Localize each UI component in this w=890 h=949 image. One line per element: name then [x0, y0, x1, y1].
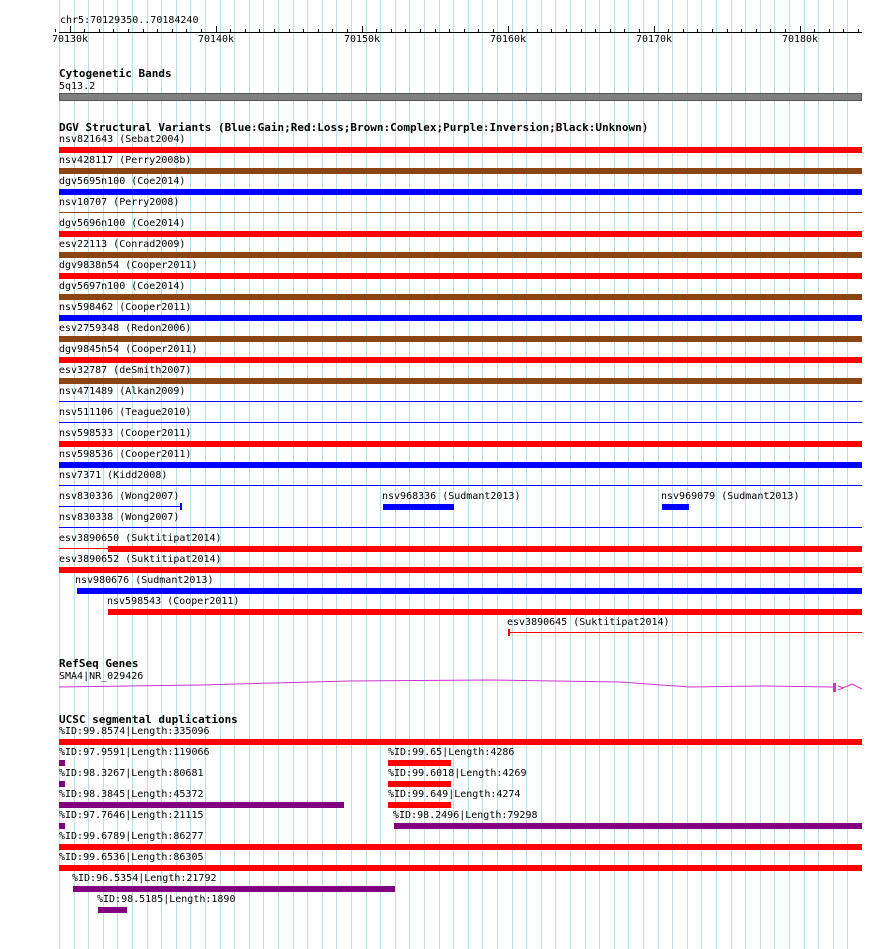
grid-line [687, 0, 688, 949]
dgv-feature-bar[interactable] [77, 588, 862, 594]
segdup-feature-label[interactable]: %ID:99.65|Length:4286 [388, 747, 515, 758]
segdup-feature-label[interactable]: %ID:99.649|Length:4274 [388, 789, 521, 800]
ruler-minor-tick [522, 29, 523, 32]
dgv-feature-label[interactable]: nsv10707 (Perry2008) [59, 197, 180, 208]
ruler-minor-tick [756, 29, 757, 32]
ruler-minor-tick [245, 29, 246, 32]
grid-line [731, 0, 732, 949]
dgv-feature-label[interactable]: nsv598533 (Cooper2011) [59, 428, 192, 439]
dgv-feature-bar[interactable] [59, 315, 862, 321]
segdup-feature-bar[interactable] [98, 907, 127, 913]
dgv-feature-bar[interactable] [59, 378, 862, 384]
ruler-minor-tick [639, 29, 640, 32]
ruler-tick-label: 70170k [635, 34, 673, 45]
ruler-major-tick [800, 26, 801, 33]
grid-line [833, 0, 834, 949]
dgv-feature-label[interactable]: esv22113 (Conrad2009) [59, 239, 186, 250]
ruler-tick-label: 70130k [51, 34, 89, 45]
ruler-minor-tick [478, 29, 479, 32]
dgv-feature-bar[interactable] [108, 609, 862, 615]
dgv-feature-label[interactable]: dgv5697n100 (Coe2014) [59, 281, 186, 292]
ruler-minor-tick [551, 29, 552, 32]
dgv-feature-label[interactable]: nsv428117 (Perry2008b) [59, 155, 192, 166]
ruler-minor-tick [391, 29, 392, 32]
ruler-minor-tick [843, 29, 844, 32]
ruler-minor-tick [376, 29, 377, 32]
ruler-minor-tick [55, 29, 56, 32]
dgv-feature-bar[interactable] [59, 422, 862, 423]
grid-line [512, 0, 513, 949]
ruler-minor-tick [289, 29, 290, 32]
refseq-gene-model[interactable] [0, 676, 890, 696]
dgv-feature-bar[interactable] [59, 462, 862, 468]
ruler-minor-tick [420, 29, 421, 32]
grid-line [614, 0, 615, 949]
segdup-feature-label[interactable]: %ID:96.5354|Length:21792 [72, 873, 217, 884]
dgv-feature-bar[interactable] [59, 252, 862, 258]
segdup-feature-bar[interactable] [388, 760, 451, 766]
ruler-minor-tick [683, 29, 684, 32]
grid-line [453, 0, 454, 949]
grid-line [789, 0, 790, 949]
dgv-feature-label[interactable]: nsv7371 (Kidd2008) [59, 470, 168, 481]
ruler-minor-tick [449, 29, 450, 32]
grid-line [585, 0, 586, 949]
ruler-minor-tick [113, 29, 114, 32]
grid-line [760, 0, 761, 949]
grid-line [497, 0, 498, 949]
ruler-minor-tick [858, 29, 859, 32]
ruler-minor-tick [186, 29, 187, 32]
segdup-feature-bar[interactable] [59, 760, 65, 766]
grid-line [468, 0, 469, 949]
segdup-feature-bar[interactable] [388, 802, 451, 808]
ruler-major-tick [362, 26, 363, 33]
dgv-feature-end-cap[interactable] [508, 629, 510, 636]
ruler-minor-tick [99, 29, 100, 32]
dgv-feature-label[interactable]: nsv821643 (Sebat2004) [59, 134, 186, 145]
dgv-feature-bar[interactable] [59, 401, 862, 402]
dgv-feature-bar[interactable] [383, 504, 454, 510]
dgv-feature-end-cap[interactable] [180, 503, 182, 510]
ruler-major-tick [70, 26, 71, 33]
grid-line [716, 0, 717, 949]
grid-line [555, 0, 556, 949]
grid-line [701, 0, 702, 949]
dgv-feature-bar[interactable] [59, 189, 862, 195]
ruler-minor-tick [143, 29, 144, 32]
dgv-feature-label[interactable]: esv3890645 (Suktitipat2014) [507, 617, 670, 628]
grid-line [599, 0, 600, 949]
ruler-minor-tick [770, 29, 771, 32]
dgv-feature-label[interactable]: esv3890652 (Suktitipat2014) [59, 554, 222, 565]
dgv-feature-label[interactable]: dgv5695n100 (Coe2014) [59, 176, 186, 187]
dgv-feature-bar[interactable] [108, 546, 862, 552]
ruler-minor-tick [727, 29, 728, 32]
dgv-feature-label[interactable]: esv32787 (deSmith2007) [59, 365, 192, 376]
segdup-feature-label[interactable]: %ID:98.2496|Length:79298 [393, 810, 538, 821]
segdup-feature-bar[interactable] [59, 802, 344, 808]
segdup-feature-bar[interactable] [394, 823, 862, 829]
grid-line [482, 0, 483, 949]
segdup-feature-bar[interactable] [59, 781, 65, 787]
ruler-minor-tick [128, 29, 129, 32]
ruler-major-tick [216, 26, 217, 33]
grid-line [541, 0, 542, 949]
dgv-feature-bar[interactable] [59, 441, 862, 447]
ruler-minor-tick [624, 29, 625, 32]
ruler-major-tick [654, 26, 655, 33]
segdup-feature-bar[interactable] [59, 823, 65, 829]
dgv-feature-bar[interactable] [59, 212, 862, 213]
ruler-minor-tick [741, 29, 742, 32]
ruler-minor-tick [172, 29, 173, 32]
cytoband-label: 5q13.2 [59, 81, 96, 92]
ruler-minor-tick [581, 29, 582, 32]
ruler-minor-tick [318, 29, 319, 32]
ruler-tick-label: 70160k [489, 34, 527, 45]
segdup-track-title[interactable]: UCSC segmental duplications [59, 713, 238, 726]
ruler-major-tick [508, 26, 509, 33]
ruler-minor-tick [493, 29, 494, 32]
ruler-minor-tick [595, 29, 596, 32]
dgv-feature-label[interactable]: esv2759348 (Redon2006) [59, 323, 192, 334]
dgv-feature-label[interactable]: dgv5696n100 (Coe2014) [59, 218, 186, 229]
segdup-feature-label[interactable]: %ID:99.8574|Length:335096 [59, 726, 210, 737]
dgv-feature-bar[interactable] [59, 231, 862, 237]
ruler-minor-tick [259, 29, 260, 32]
segdup-feature-bar[interactable] [73, 886, 395, 892]
grid-line [804, 0, 805, 949]
grid-line [628, 0, 629, 949]
grid-line [366, 0, 367, 949]
segdup-feature-label[interactable]: %ID:98.3267|Length:80681 [59, 768, 204, 779]
ruler-minor-tick [610, 29, 611, 32]
ruler-tick-label: 70140k [197, 34, 235, 45]
ruler-minor-tick [712, 29, 713, 32]
cytoband-track-title[interactable]: Cytogenetic Bands [59, 67, 172, 80]
dgv-feature-label[interactable]: nsv830338 (Wong2007) [59, 512, 180, 523]
ruler-minor-tick [405, 29, 406, 32]
grid-line [672, 0, 673, 949]
dgv-feature-bar[interactable] [59, 506, 181, 507]
ruler-minor-tick [668, 29, 669, 32]
dgv-feature-bar-thin-part[interactable] [59, 548, 108, 549]
segdup-feature-label[interactable]: %ID:99.6789|Length:86277 [59, 831, 204, 842]
segdup-feature-bar[interactable] [388, 781, 451, 787]
ruler-minor-tick [785, 29, 786, 32]
segdup-feature-bar[interactable] [59, 739, 862, 745]
grid-line [570, 0, 571, 949]
dgv-feature-label[interactable]: nsv830336 (Wong2007) [59, 491, 180, 502]
ruler-minor-tick [537, 29, 538, 32]
dgv-feature-label[interactable]: nsv980676 (Sudmant2013) [75, 575, 214, 586]
dgv-feature-label[interactable]: nsv968336 (Sudmant2013) [382, 491, 521, 502]
ruler-minor-tick [230, 29, 231, 32]
dgv-feature-bar[interactable] [59, 294, 862, 300]
dgv-feature-label[interactable]: nsv511106 (Teague2010) [59, 407, 192, 418]
dgv-feature-label[interactable]: nsv598536 (Cooper2011) [59, 449, 192, 460]
dgv-feature-bar[interactable] [59, 336, 862, 342]
ruler-minor-tick [303, 29, 304, 32]
segdup-feature-label[interactable]: %ID:98.3845|Length:45372 [59, 789, 204, 800]
dgv-feature-bar[interactable] [59, 567, 862, 573]
dgv-feature-bar[interactable] [59, 168, 862, 174]
dgv-feature-label[interactable]: nsv471489 (Alkan2009) [59, 386, 186, 397]
grid-line [526, 0, 527, 949]
cytoband-bar[interactable] [59, 93, 862, 101]
dgv-track-title[interactable]: DGV Structural Variants (Blue:Gain;Red:Loss;Brown:Complex;Purple:Inversion;Black:Unknown) [59, 121, 649, 134]
ruler-minor-tick [84, 29, 85, 32]
ruler-minor-tick [201, 29, 202, 32]
segdup-feature-label[interactable]: %ID:99.6018|Length:4269 [388, 768, 527, 779]
position-label: chr5:70129350..70184240 [60, 15, 199, 26]
grid-line [774, 0, 775, 949]
dgv-feature-label[interactable]: nsv598462 (Cooper2011) [59, 302, 192, 313]
ruler-tick-label: 70150k [343, 34, 381, 45]
dgv-feature-label[interactable]: dgv9845n54 (Cooper2011) [59, 344, 198, 355]
dgv-feature-label[interactable]: dgv9838n54 (Cooper2011) [59, 260, 198, 271]
ruler-minor-tick [274, 29, 275, 32]
ruler-minor-tick [157, 29, 158, 32]
refseq-track-title[interactable]: RefSeq Genes [59, 657, 139, 670]
segdup-feature-bar[interactable] [59, 844, 862, 850]
grid-line [745, 0, 746, 949]
grid-line [643, 0, 644, 949]
ruler-minor-tick [347, 29, 348, 32]
segdup-feature-label[interactable]: %ID:98.5185|Length:1890 [97, 894, 236, 905]
ruler-minor-tick [829, 29, 830, 32]
grid-line [351, 0, 352, 949]
grid-line [658, 0, 659, 949]
grid-line [847, 0, 848, 949]
dgv-feature-bar[interactable] [59, 273, 862, 279]
ruler-tick-label: 70180k [781, 34, 819, 45]
dgv-feature-bar[interactable] [59, 527, 862, 528]
ruler-minor-tick [697, 29, 698, 32]
dgv-feature-bar[interactable] [509, 632, 862, 633]
ruler-minor-tick [566, 29, 567, 32]
dgv-feature-label[interactable]: nsv969079 (Sudmant2013) [661, 491, 800, 502]
dgv-feature-bar[interactable] [59, 147, 862, 153]
segdup-feature-label[interactable]: %ID:99.6536|Length:86305 [59, 852, 204, 863]
grid-line [818, 0, 819, 949]
dgv-feature-label[interactable]: nsv598543 (Cooper2011) [107, 596, 240, 607]
dgv-feature-bar[interactable] [59, 485, 862, 486]
dgv-feature-label[interactable]: esv3890650 (Suktitipat2014) [59, 533, 222, 544]
segdup-feature-label[interactable]: %ID:97.7646|Length:21115 [59, 810, 204, 821]
ruler-minor-tick [464, 29, 465, 32]
ruler-minor-tick [435, 29, 436, 32]
dgv-feature-bar[interactable] [59, 357, 862, 363]
segdup-feature-label[interactable]: %ID:97.9591|Length:119066 [59, 747, 210, 758]
segdup-feature-bar[interactable] [59, 865, 862, 871]
ruler-minor-tick [814, 29, 815, 32]
ruler-minor-tick [332, 29, 333, 32]
dgv-feature-bar[interactable] [662, 504, 689, 510]
refseq-gene-label[interactable]: SMA4|NR_029426 [59, 671, 144, 682]
ruler-axis-line [59, 32, 862, 33]
grid-line [380, 0, 381, 949]
